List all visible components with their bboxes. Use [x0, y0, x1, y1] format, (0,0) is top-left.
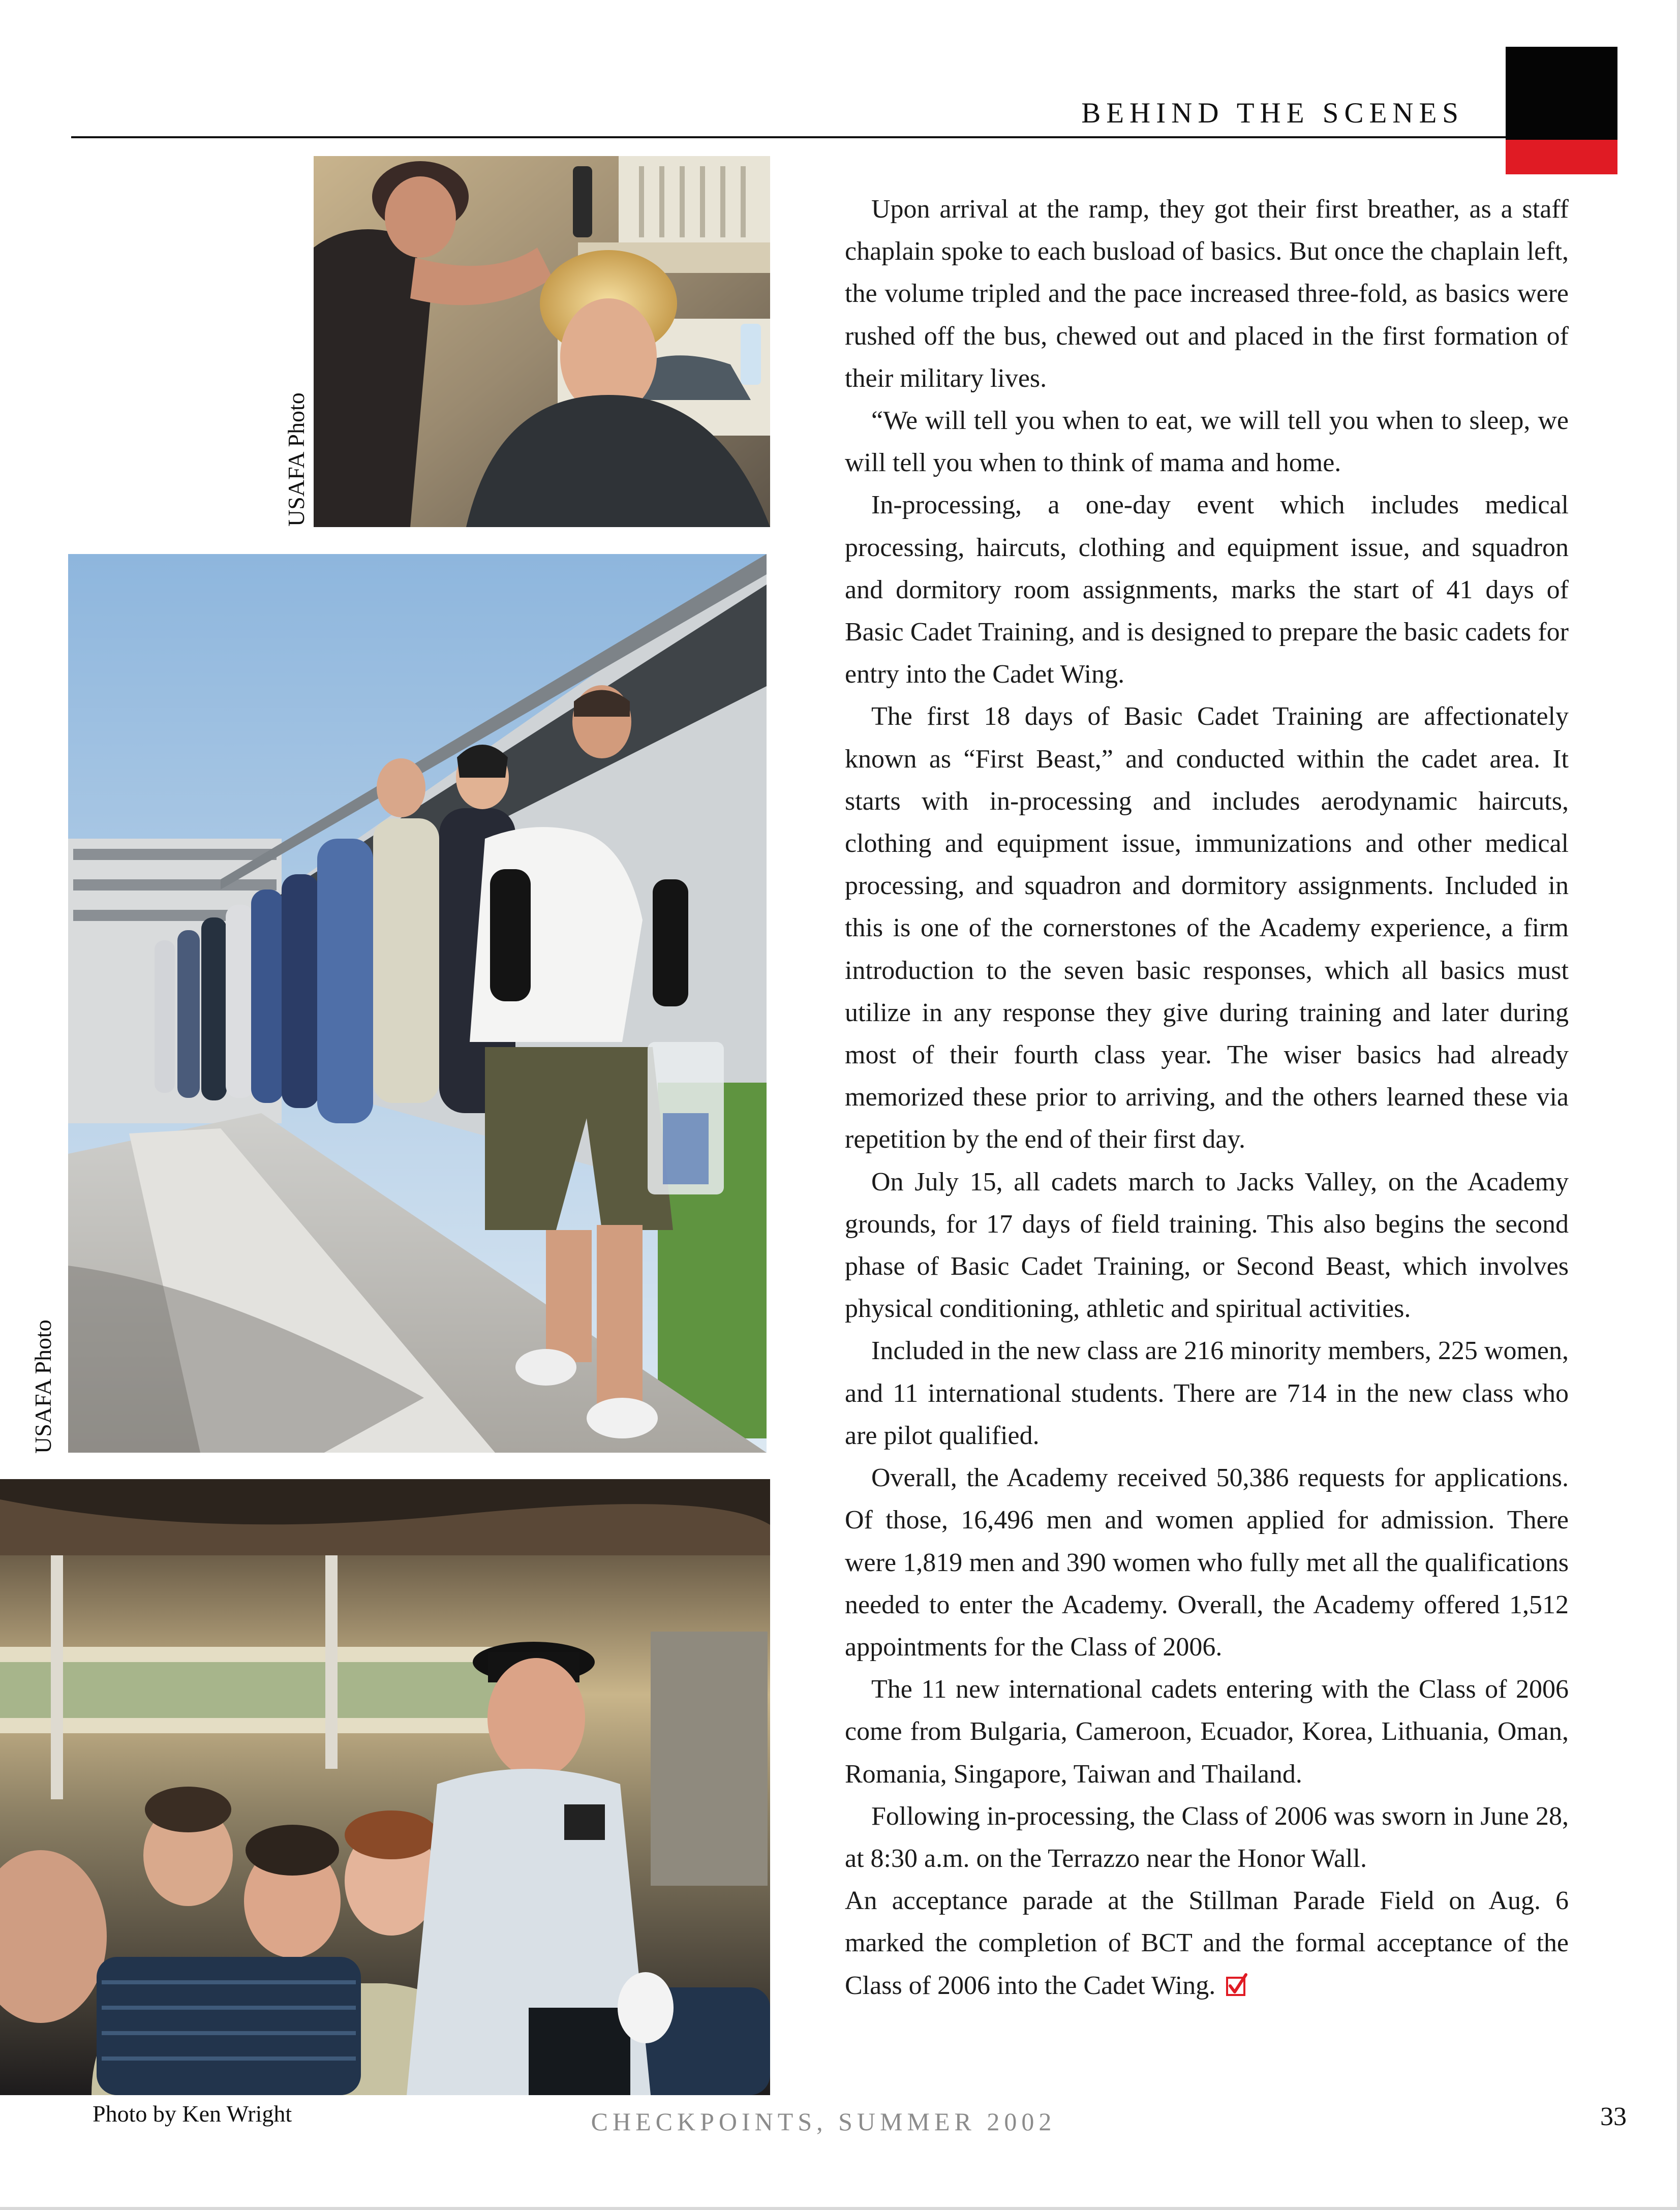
- checkbox-check-icon: [1226, 1968, 1248, 1992]
- photo-credit-1: USAFA Photo: [283, 392, 309, 527]
- footer-publication: CHECKPOINTS, SUMMER 2002: [591, 2107, 1056, 2136]
- article-paragraph: Included in the new class are 216 minority members, 225 women, and 11 international students. There are 714 in the new class who are pilot qualified.: [845, 1336, 1569, 1450]
- article-final-paragraph: [845, 1880, 1569, 2007]
- section-title: BEHIND THE SCENES: [1081, 97, 1464, 129]
- article-paragraph: On July 15, all cadets march to Jacks Valley, on the Academy grounds, for 17 days of field training. This also begins the second phase of Basic Cadet Training, or Second Beast, which involves physical conditioning, athletic and spiritual activities.: [845, 1167, 1569, 1324]
- corner-black-block: [1506, 47, 1617, 140]
- article-paragraph: The first 18 days of Basic Cadet Training are affectionately known as “First Beast,” and conducted within the cadet area. It starts with in-processing and includes aerodynamic haircuts, clothing and equipment issue, immunizations and other medical processing, and squadron and dormitory assignments. Included in this is one of the cornerstones of the Academy experience, a firm introduction to the seven basic responses, which all basics must utilize in any response they give during training and later during most of their fourth class year. The wiser basics had already memorized these prior to arriving, and the others learned these via repetition by the end of their first day.: [845, 702, 1569, 1154]
- article-paragraph: The 11 new international cadets entering with the Class of 2006 come from Bulgaria, Cameroon, Ecuador, Korea, Lithuania, Oman, Romania, Singapore, Taiwan and Thailand.: [845, 1675, 1569, 1789]
- photo-credit-3: Photo by Ken Wright: [93, 2101, 292, 2127]
- article-paragraph: Upon arrival at the ramp, they got their first breather, as a staff chaplain spoke to each busload of basics. But once the chaplain left, the volume tripled and the pace increased three-fold, as basics were rushed off the bus, chewed out and placed in the first formation of their military lives.: [845, 195, 1569, 393]
- haircut-photo: [314, 156, 770, 527]
- article-paragraph: In-processing, a one-day event which includes medical processing, haircuts, clothing and equipment issue, and squadron and dormitory room assignments, marks the start of 41 days of Basic Cadet Training, and is designed to prepare the basic cadets for entry into the Cadet Wing.: [845, 490, 1569, 689]
- article-paragraph: Overall, the Academy received 50,386 requests for applications. Of those, 16,496 men and women applied for admission. There were 1,819 men and 390 women who fully met all the qualifications needed to enter the Academy. Overall, the Academy offered 1,512 appointments for the Class of 2006.: [845, 1463, 1569, 1662]
- article-body: [845, 188, 1569, 2007]
- photo-credit-2: USAFA Photo: [30, 1319, 56, 1454]
- corner-red-block: [1506, 140, 1617, 174]
- article-final-text: An acceptance parade at the Stillman Parade Field on Aug. 6 marked the completion of BCT and the formal acceptance of the Class of 2006 into the Cadet Wing.: [845, 1886, 1569, 2000]
- header-rule: [71, 136, 1506, 138]
- article-paragraph: Following in-processing, the Class of 2006 was sworn in June 28, at 8:30 a.m. on the Terrazzo near the Honor Wall.: [845, 1801, 1569, 1873]
- bus-photo: [0, 1479, 770, 2095]
- page-number: 33: [1600, 2102, 1627, 2131]
- article-paragraph: “We will tell you when to eat, we will tell you when to sleep, we will tell you when to think of mama and home.: [845, 406, 1569, 478]
- marching-cadets-photo: [68, 554, 767, 1453]
